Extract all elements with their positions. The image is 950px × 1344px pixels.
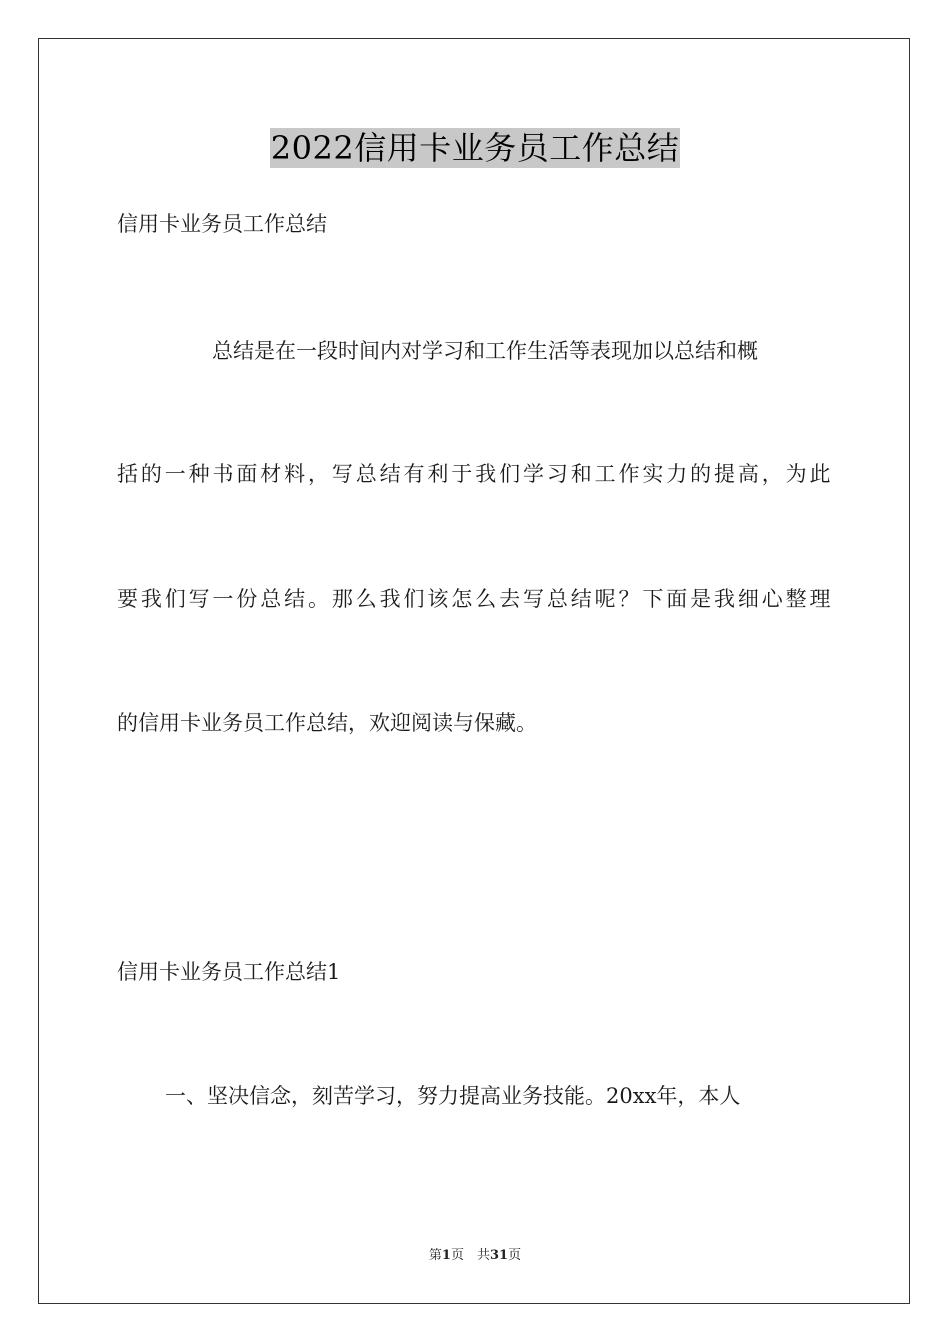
title-container xyxy=(0,128,950,168)
intro-line-3: 要我们写一份总结。那么我们该怎么去写总结呢？下面是我细心整理 xyxy=(117,587,831,611)
page-footer xyxy=(0,1247,950,1265)
intro-line-4: 的信用卡业务员工作总结，欢迎阅读与保藏。 xyxy=(117,711,537,735)
footer-page-number: 1 xyxy=(441,1248,451,1263)
footer-suffix: 页 xyxy=(508,1248,522,1263)
document-subtitle: 信用卡业务员工作总结 xyxy=(117,212,327,236)
document-title: 2022信用卡业务员工作总结 xyxy=(270,129,680,167)
intro-line-2: 括的一种书面材料，写总结有利于我们学习和工作实力的提高，为此 xyxy=(117,462,831,486)
section-heading: 信用卡业务员工作总结1 xyxy=(117,960,341,984)
footer-mid: 页 共 xyxy=(450,1248,490,1263)
section-paragraph-line: 一、坚决信念，刻苦学习，努力提高业务技能。20xx年，本人 xyxy=(165,1084,741,1108)
footer-page-total: 31 xyxy=(489,1248,509,1263)
footer-prefix: 第 xyxy=(428,1248,442,1263)
intro-line-1: 总结是在一段时间内对学习和工作生活等表现加以总结和概 xyxy=(212,339,758,363)
